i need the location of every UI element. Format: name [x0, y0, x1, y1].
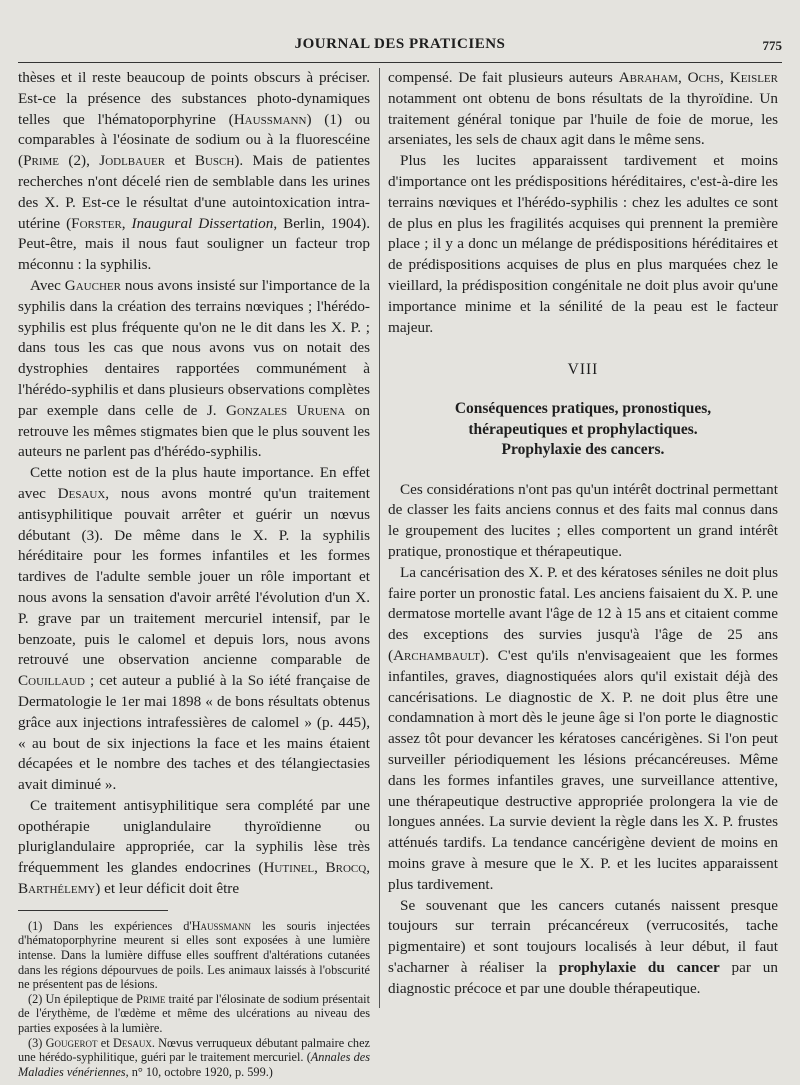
page-header [18, 36, 782, 60]
author-name: Busch [194, 152, 235, 170]
section-title-line: thérapeutiques et prophylactiques. [468, 420, 698, 438]
author-name: Abraham [618, 69, 678, 86]
page-number: 775 [762, 38, 782, 53]
emphasis: prophylaxie du cancer [558, 958, 720, 976]
running-title: JOURNAL DES PRATICIENS [294, 36, 506, 52]
author-name: Gougerot [45, 1035, 98, 1050]
author-name: Desaux [57, 484, 106, 502]
footnote-2: (2) Un épileptique de Prime traité par l'élosinate de sodium présentait de l'érythème, de l'œdème et même des ulcérations au niveau des parties exposées à la lumière. [18, 991, 370, 1036]
paragraph: compensé. De fait plusieurs auteurs Abraham, Ochs, Keisler notamment ont obtenu de bons résultats de la thyroïdine. Un traitement général tonique par l'huile de foie de morue, les arseniates, les sels de chaux agit dans le même sens. [388, 69, 778, 149]
author-name: Gaucher [64, 276, 121, 294]
work-title: Inaugural Dissertation [131, 214, 274, 232]
section-title [388, 399, 778, 461]
paragraph: thèses et il reste beaucoup de points obscurs à préciser. Est-ce la présence des substances photo-dynamiques telles que l'hématoporphyrine (Haussmann) (1) ou comparables à l'éosinate de sodium ou à la fluorescéine (Prime (2), Jodlbauer et Busch). Mais de patientes recherches n'ont décelé rien de semblable dans les urines des X. P. Est-ce le résultat d'une autointoxication intra-utérine (Forster, Inaugural Dissertation, Berlin, 1904). Peut-être, mais il nous faut souligner un facteur trop méconnu : la syphilis. [18, 69, 370, 274]
author-name: Hutinel [263, 859, 315, 877]
author-name: Couillaud [18, 672, 85, 690]
author-name: Keisler [729, 69, 778, 86]
date: 1er mai 1898 [120, 692, 202, 710]
footnote-1: (1) Dans les expériences d'Haussmann les souris injectées d'hématoporphyrine meurent si elles sont exposées à une lumière intense. Dans la lumière diffuse elles souffrent d'altérations cutanées dans les régions dépourvues de poils. Les animaux laissés à l'obscurité ne présentent pas de lésions. [18, 918, 370, 992]
author-name: Prime [23, 152, 60, 170]
paragraph: Se souvenant que les cancers cutanés naissent presque toujours sur terrain précancéreux (verrucosités, tache pigmentaire) et sont toujours localisés à leur début, il faut s'acharner à réaliser la prophylaxie du cancer par un diagnostic précoce et par une double thérapeutique. [388, 896, 778, 997]
section-number: VIII [567, 361, 599, 379]
paragraph: Ce traitement antisyphilitique sera complété par une opothérapie uniglandulaire thyroïdienne ou pluriglandulaire appropriée, car la syphilis lèse très fréquemment les glandes endocrines (Hutinel, Brocq, Barthélemy) et leur déficit doit être [18, 796, 371, 898]
section-title-line: Conséquences pratiques, pronostiques, [454, 400, 712, 418]
paragraph: Plus les lucites apparaissent tardivement et moins d'importance ont les prédispositions héréditaires, c'est-à-dire les terrains nœviques et l'hérédo-syphilis : chez les adultes ce sont de plus en plus les fragilités acquises qui prennent la première place ; il y a donc un mélange de prédispositions héréditaires et de prédispositions acquises de plus en plus marquées chez le vieillard, la prédisposition congénitale ne doit plus avoir qu'une importance minime et la sénilité de la peau est le facteur majeur. [388, 152, 778, 336]
left-column [18, 68, 370, 1079]
footnote-rule [18, 910, 168, 911]
author-name: Jodlbauer [99, 152, 166, 170]
column-divider [379, 68, 380, 1008]
journal-title: Annales des Maladies vénériennes [18, 1050, 371, 1079]
author-name: Haussmann [191, 918, 251, 933]
paragraph: Avec Gaucher nous avons insisté sur l'importance de la syphilis dans la création des terrains nœviques ; l'hérédo-syphilis est plus fréquente qu'on ne le dit dans les X. P. ; dans tous les cas que nous avons vus on notait des dystrophies dentaires rapportées communément à l'hérédo-syphilis et dans plusieurs observations complètes par exemple dans celle de J. Gonzales Uruena on retrouve les mêmes stigmates bien que le plus souvent les auteurs ne parlent pas d'hérédo-syphilis. [18, 276, 370, 461]
paragraph: La cancérisation des X. P. et des kératoses séniles ne doit plus faire porter un pronostic fatal. Les anciens faisaient du X. P. une dermatose mortelle avant l'âge de 12 à 15 ans et citaient comme des exceptions des survies jusqu'à l'âge de 25 ans (Archambault). C'est qu'ils n'envisageaient que les formes infantiles, graves, diagnostiquées alors qu'il existait déjà des cancérisations. Le diagnostic de X. P. ne doit plus être une condamnation à mort dès le jeune âge si l'on porte le diagnostic assez tôt pour devancer les kératoses cancérigènes. Si l'on peut surveiller périodiquement les lésions précancéreuses. Même dans les formes infantiles graves, une surveillance attentive, une thérapeutique destructive appropriée prolongera la vie de longues années. La survie devient la règle dans les X. P. frustes atténués tardifs. La tendance cancérigène devient de moins en moins grave à mesure que le X. P. et les lucites apparaissent plus tardivement. [388, 563, 778, 893]
author-name: Archambault [393, 647, 481, 665]
paragraph: Cette notion est de la plus haute importance. En effet avec Desaux, nous avons montré qu'un traitement antisyphilitique pouvait arrêter et guérir un nœvus débutant (3). De même dans le X. P. la syphilis héréditaire pour les formes infantiles et les formes tardives de l'adulte semble jouer un rôle important et nous avons la sensation d'avoir arrêté l'évolution d'un X. P. grave par un traitement mercuriel intensif, par le benzoate, puis le calomel et depuis lors, nous avons retrouvé une observation ancienne comparable de Couillaud ; cet auteur a publié à la So iété française de Dermatologie le 1er mai 1898 « de bons résultats obtenus grâce aux injections intrafessières de calomel » (p. 445), « au bout de six injections la face et les mains étaient décapées et le nombre des taches et des télangiectasies avait diminué ». [18, 464, 370, 794]
author-name: Ochs [687, 69, 721, 86]
author-name: Barthélemy [18, 880, 96, 898]
author-name: Haussmann [233, 110, 307, 128]
paragraph: Ces considérations n'ont pas qu'un intérêt doctrinal permettant de classer les faits anciens connus et des faits mal connus dans le groupement des lucites ; elles comportent un grand intérêt pratique, pronostique et thérapeutique. [388, 480, 778, 561]
author-name: Brocq [325, 859, 367, 877]
section-title-line: Prophylaxie des cancers. [501, 441, 665, 459]
footnote-3: (3) Gougerot et Desaux. Nœvus verruqueux débutant palmaire chez une hérédo-syphilitique, guéri par le traitement mercuriel. (Annales des Maladies vénériennes, n° 10, octobre 1920, p. 599.) [18, 1035, 371, 1079]
author-name: Forster [71, 214, 122, 232]
right-column [388, 68, 778, 1000]
author-name: Desaux [112, 1035, 152, 1050]
header-rule [18, 62, 782, 63]
author-name: Prime [136, 991, 166, 1006]
footnotes [18, 919, 370, 1080]
author-name: Gonzales Uruena [226, 401, 346, 419]
